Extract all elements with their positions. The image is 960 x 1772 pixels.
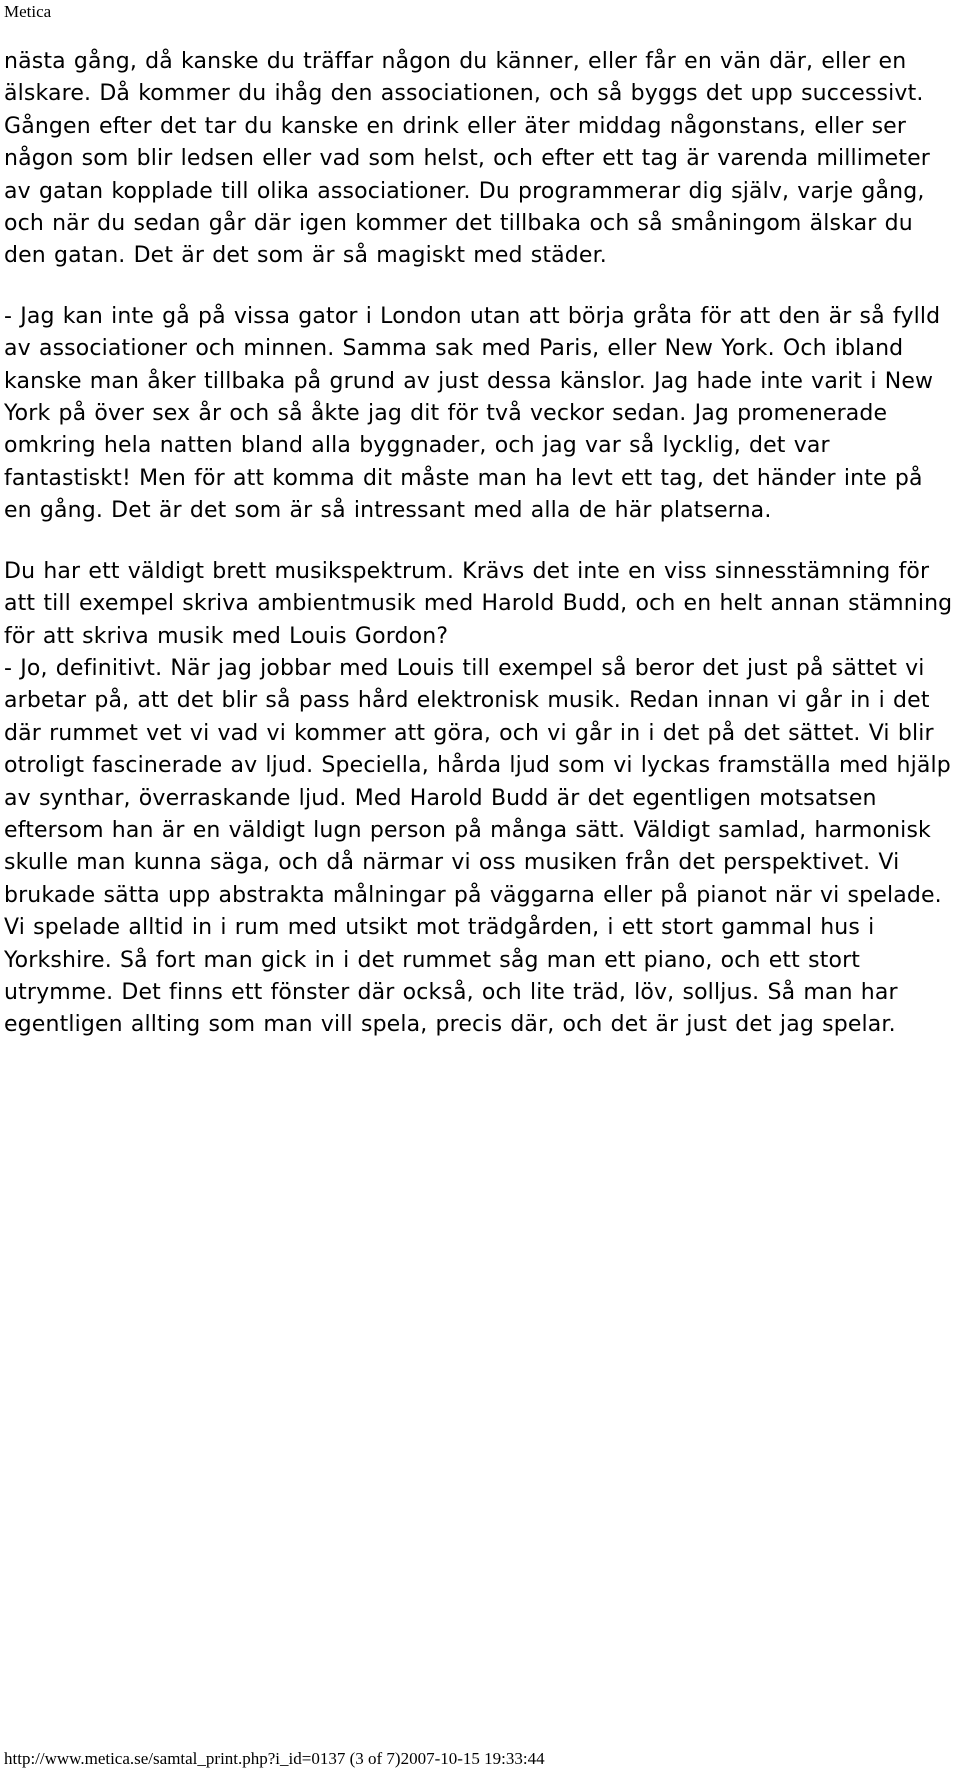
article-paragraph: - Jag kan inte gå på vissa gator i London utan att börja gråta för att den är så fylld av associationer och minnen. Samma sak med Paris, eller New York. Och ibland kanske man åker tillbaka på grund av just dessa känslor. Jag hade inte varit i New York på över sex år och så åkte jag dit för två veckor sedan. Jag promenerade omkring hela natten bland alla byggnader, och jag var så lycklig, det var fantastiskt! Men för att komma dit måste man ha levt ett tag, det händer inte på en gång. Det är det som är så intressant med alla de här platserna.: [4, 303, 941, 524]
site-header: Metica: [4, 2, 52, 21]
article-paragraph: nästa gång, då kanske du träffar någon du känner, eller får en vän där, eller en älskare. Då kommer du ihåg den associationen, och så byggs det upp successivt. Gången efter det tar du kanske en drink eller äter middag någonstans, eller ser någon som blir ledsen eller vad som helst, och efter ett tag är varenda millimeter av gatan kopplade till olika associationer. Du programmerar dig själv, varje gång, och när du sedan går där igen kommer det tillbaka och så småningom älskar du den gatan. Det är det som är så magiskt med städer.: [4, 49, 930, 269]
print-footer: http://www.metica.se/samtal_print.php?i_id=0137 (3 of 7)2007-10-15 19:33:44: [4, 1749, 545, 1768]
interview-question: Du har ett väldigt brett musikspektrum. Krävs det inte en viss sinnesstämning för att till exempel skriva ambientmusik med Harold Budd, och en helt annan stämning för att skriva musik med Louis Gordon?: [4, 558, 953, 649]
interview-article: [4, 46, 954, 1042]
article-paragraph: - Jo, definitivt. När jag jobbar med Louis till exempel så beror det just på sättet vi arbetar på, att det blir så pass hård elektronisk musik. Redan innan vi går in i det där rummet vet vi vad vi kommer att göra, och vi går in i det på det sättet. Vi blir otroligt fascinerade av ljud. Speciella, hårda ljud som vi lyckas framställa med hjälp av synthar, överraskande ljud. Med Harold Budd är det egentligen motsatsen eftersom han är en väldigt lugn person på många sätt. Väldigt samlad, harmonisk skulle man kunna säga, och då närmar vi oss musiken från det perspektivet. Vi brukade sätta upp abstrakta målningar på väggarna eller på pianot när vi spelade. Vi spelade alltid in i rum med utsikt mot trädgården, i ett stort gammal hus i Yorkshire. Så fort man gick in i det rummet såg man ett piano, och ett stort utrymme. Det finns ett fönster där också, och lite träd, löv, solljus. Så man har egentligen allting som man vill spela, precis där, och det är just det jag spelar.: [4, 655, 951, 1038]
